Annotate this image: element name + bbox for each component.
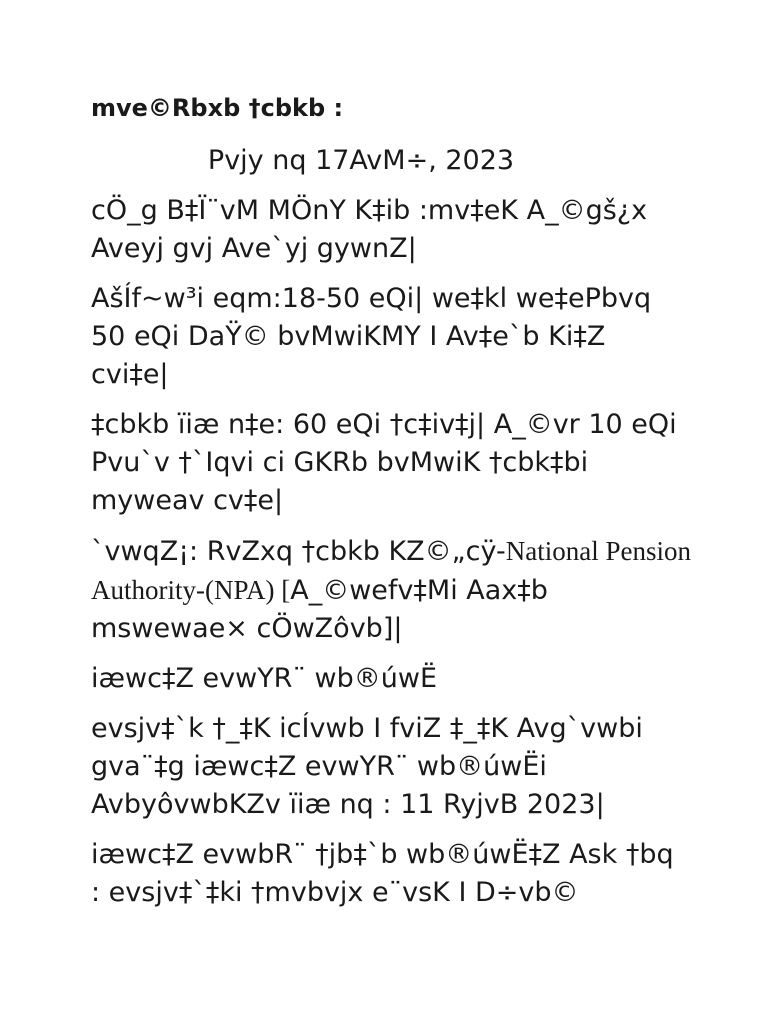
start-date: Pvjy nq 17AvM÷, 2023 (207, 145, 515, 176)
document-page (91, 88, 691, 924)
npa-english-name: National Pension Authority-(NPA) [ (91, 536, 691, 605)
paragraph-age-range: AšÍf~w³i eqm:18-50 eQi| we‡kl we‡ePbvq 50 eQi DaŸ© bvMwiKMY I Av‡e`b Ki‡Z cvi‡e| (91, 283, 652, 390)
npa-text-part3: A_©wefv‡Mi Aax‡b mswewae× cÖwZôvb]| (91, 575, 548, 644)
npa-text-part1: `vwqZ¡: RvZxq †cbkb KZ©„cÿ- (91, 536, 506, 567)
paragraph-rupee-settlement-heading: iæwc‡Z evwYR¨ wb®úwË (91, 663, 438, 694)
paragraph-pension-start: ‡cbkb ïiæ n‡e: 60 eQi †c‡iv‡j| A_©vr 10 eQi Pvu`v †`Iqvi ci GKRb bvMwiK †cbk‡bi myweav cv‡e| (91, 409, 677, 516)
paragraph-npa-responsibility (91, 532, 691, 648)
paragraph-rupee-settlement-participants: iæwc‡Z evwbR¨ †jb‡`b wb®úwË‡Z Ask †bq : evsjv‡`‡ki †mvbvjx e¨vsK I D÷vb© (91, 839, 674, 908)
section-title: mve©Rbxb †cbkb : (91, 94, 344, 122)
paragraph-rupee-settlement-start: evsjv‡`k †_‡K icÍvwb I fviZ ‡_‡K Avg`vwbi gva¨‡g iæwc‡Z evwYR¨ wb®úwËi AvbyôvwbKZv ïiæ nq : 11 RyjvB 2023| (91, 713, 643, 820)
paragraph-initiator: cÖ_g B‡Ï¨vM MÖnY K‡ib :mv‡eK A_©gš¿x Aveyj gvj Ave`yj gywnZ| (91, 195, 648, 264)
